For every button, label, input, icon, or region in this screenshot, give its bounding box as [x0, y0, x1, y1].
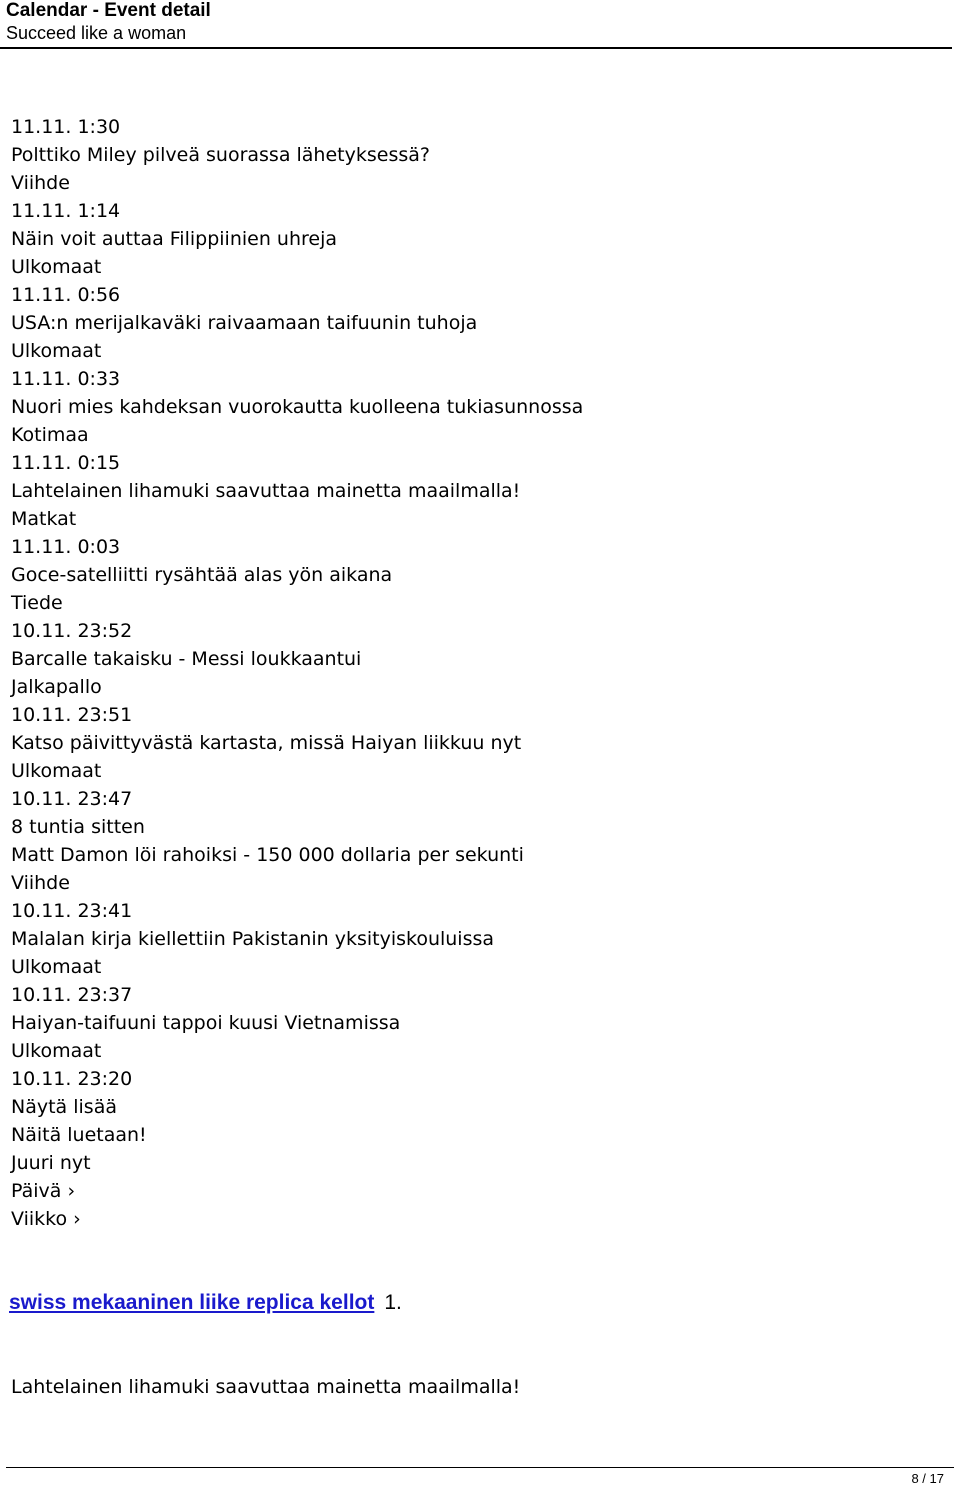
news-category: Ulkomaat — [11, 256, 102, 278]
footnote-link-line — [9, 1289, 402, 1317]
news-list — [11, 113, 911, 1233]
footnote-text: Lahtelainen lihamuki saavuttaa mainetta maailmalla! — [11, 1376, 521, 1398]
footnote-number: 1. — [384, 1291, 402, 1314]
news-headline: Barcalle takaisku - Messi loukkaantui — [11, 648, 362, 670]
news-category: Ulkomaat — [11, 340, 102, 362]
news-category: Ulkomaat — [11, 760, 102, 782]
news-category: Tiede — [11, 592, 63, 614]
most-read-heading: Näitä luetaan! — [11, 1124, 147, 1146]
news-category: Jalkapallo — [11, 676, 102, 698]
news-timestamp: 10.11. 23:37 — [11, 984, 133, 1006]
news-headline: USA:n merijalkaväki raivaamaan taifuunin tuhoja — [11, 312, 478, 334]
news-category: Kotimaa — [11, 424, 89, 446]
filter-right-now: Juuri nyt — [11, 1152, 91, 1174]
filter-day: Päivä › — [11, 1180, 76, 1202]
news-category: Viihde — [11, 872, 70, 894]
news-timestamp: 11.11. 0:15 — [11, 452, 121, 474]
news-headline: Haiyan-taifuuni tappoi kuusi Vietnamissa — [11, 1012, 401, 1034]
news-category: Viihde — [11, 172, 70, 194]
news-headline: Polttiko Miley pilveä suorassa lähetyksessä? — [11, 144, 430, 166]
document-subtitle: Succeed like a woman — [6, 23, 187, 43]
replica-watches-link[interactable]: swiss mekaaninen liike replica kellot — [9, 1291, 375, 1314]
filter-week: Viikko › — [11, 1208, 81, 1230]
news-timestamp: 11.11. 0:33 — [11, 368, 121, 390]
news-headline: Goce-satelliitti rysähtää alas yön aikana — [11, 564, 393, 586]
news-timestamp: 11.11. 0:56 — [11, 284, 121, 306]
news-timestamp: 10.11. 23:41 — [11, 900, 133, 922]
news-category: Ulkomaat — [11, 956, 102, 978]
news-category: Ulkomaat — [11, 1040, 102, 1062]
news-timestamp: 10.11. 23:51 — [11, 704, 133, 726]
footer-divider — [6, 1467, 954, 1468]
news-headline: Nuori mies kahdeksan vuorokautta kuolleena tukiasunnossa — [11, 396, 584, 418]
news-headline: Matt Damon löi rahoiksi - 150 000 dollaria per sekunti — [11, 844, 524, 866]
show-more-text: Näytä lisää — [11, 1096, 117, 1118]
news-timestamp: 11.11. 0:03 — [11, 536, 121, 558]
news-timestamp: 11.11. 1:14 — [11, 200, 121, 222]
news-headline: Malalan kirja kiellettiin Pakistanin yksityiskouluissa — [11, 928, 495, 950]
news-timestamp: 10.11. 23:47 — [11, 788, 133, 810]
news-timestamp: 10.11. 23:20 — [11, 1068, 133, 1090]
news-timestamp: 11.11. 1:30 — [11, 116, 121, 138]
news-age: 8 tuntia sitten — [11, 816, 145, 838]
news-headline: Lahtelainen lihamuki saavuttaa mainetta maailmalla! — [11, 480, 521, 502]
page-header — [6, 0, 956, 44]
news-headline: Näin voit auttaa Filippiinien uhreja — [11, 228, 338, 250]
news-category: Matkat — [11, 508, 77, 530]
news-headline: Katso päivittyvästä kartasta, missä Haiyan liikkuu nyt — [11, 732, 522, 754]
document-title: Calendar - Event detail — [6, 0, 211, 21]
page-number: 8 / 17 — [911, 1471, 944, 1486]
header-divider — [0, 47, 952, 49]
news-timestamp: 10.11. 23:52 — [11, 620, 133, 642]
